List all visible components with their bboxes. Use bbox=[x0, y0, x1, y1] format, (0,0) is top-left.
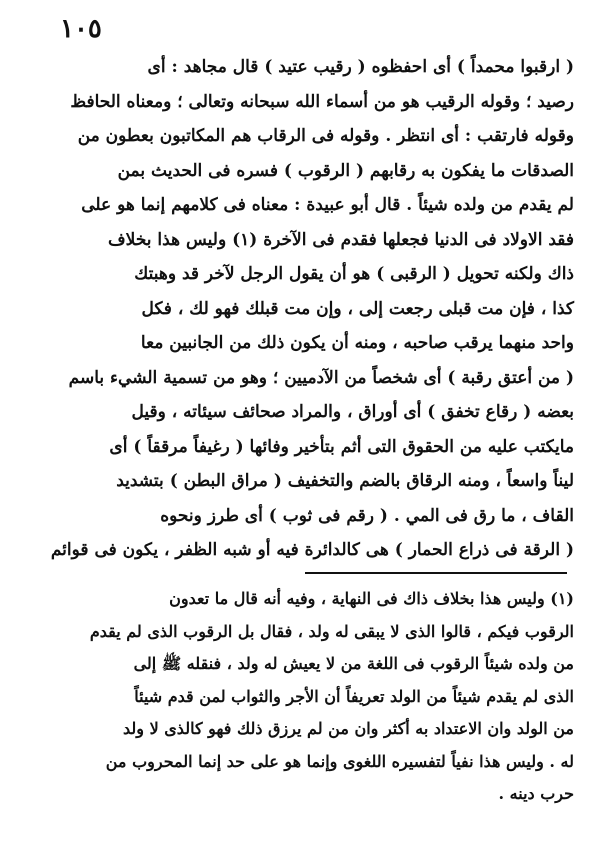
footnote bbox=[34, 583, 574, 811]
footnote-line: حرب دينه . bbox=[498, 784, 574, 803]
text-line: مايكتب عليه من الحقوق التى أثم بتأخير وفائها ( رغيفاً مرققاً ) أى bbox=[109, 436, 574, 457]
text-line: لم يقدم من ولده شيئاً . قال أبو عبيدة : معناه فى كلامهم إنما هو على bbox=[81, 195, 574, 215]
text-line: واحد منهما يرقب صاحبه ، ومنه أن يكون ذلك من الجانبين معا bbox=[140, 333, 574, 353]
page-number: ١٠٥ bbox=[60, 14, 102, 44]
footnote-line: (١) وليس هذا بخلاف ذاك فى النهاية ، وفيه أنه قال ما تعدون bbox=[169, 589, 574, 608]
text-line: ( من أعتق رقبة ) أى شخصاً من الآدميين ؛ وهو من تسمية الشيء باسم bbox=[68, 367, 574, 388]
text-line: كذا ، فإن مت قبلى رجعت إلى ، وإن مت قبلك فهو لك ، فكل bbox=[141, 298, 574, 319]
main-text bbox=[34, 50, 574, 568]
text-line: ( ارقبوا محمداً ) أى احفظوه ( رقيب عتيد ) قال مجاهد : أى bbox=[147, 57, 574, 77]
text-line: ذاك ولكنه تحويل ( الرقبى ) هو أن يقول الرجل لآخر قد وهبتك bbox=[134, 264, 574, 284]
text-line: بعضه ( رقاع تخفق ) أى أوراق ، والمراد صحائف سيئاته ، وقيل bbox=[131, 402, 574, 422]
text-line: فقد الاولاد فى الدنيا فجعلها فقدم فى الآخرة (١) وليس هذا بخلاف bbox=[108, 229, 574, 250]
text-line: وقوله فارتقب : أى انتظر . وقوله فى الرقاب هم المكاتبون بعطون من bbox=[77, 126, 574, 146]
text-line: الصدقات ما يفكون به رقابهم ( الرقوب ) فسره فى الحديث بمن bbox=[117, 160, 574, 181]
footnote-line: الرقوب فيكم ، قالوا الذى لا يبقى له ولد ، فقال بل الرقوب الذى لم يقدم bbox=[89, 621, 574, 641]
text-line: ( الرقة فى ذراع الحمار ) هى كالدائرة فيه أو شبه الظفر ، يكون فى قوائم bbox=[50, 540, 574, 560]
text-line: القاف ، ما رق فى المي . ( رقم فى ثوب ) أى طرز ونحوه bbox=[160, 505, 574, 526]
footnote-line: له . وليس هذا نفياً لتفسيره اللغوى وإنما هو على حد إنما المحروب من bbox=[105, 751, 574, 771]
footnote-line: من ولده شيئاً الرقوب فى اللغة من لا يعيش له ولد ، فنقله ﷺ إلى bbox=[133, 654, 574, 673]
footnote-line: من الولد وان الاعتداد به أكثر وان من لم يرزق ذلك فهو كالذى لا ولد bbox=[123, 719, 574, 738]
footnote-divider bbox=[305, 572, 567, 574]
text-line: ليناً واسعاً ، ومنه الرقاق بالضم والتخفيف ( مراق البطن ) بتشديد bbox=[116, 471, 574, 491]
footnote-line: الذى لم يقدم شيئاً من الولد تعريفاً أن الأجر والثواب لمن قدم شيئاً bbox=[134, 686, 574, 706]
text-line: رصيد ؛ وقوله الرقيب هو من أسماء الله سبحانه وتعالى ؛ ومعناه الحافظ bbox=[70, 91, 574, 112]
